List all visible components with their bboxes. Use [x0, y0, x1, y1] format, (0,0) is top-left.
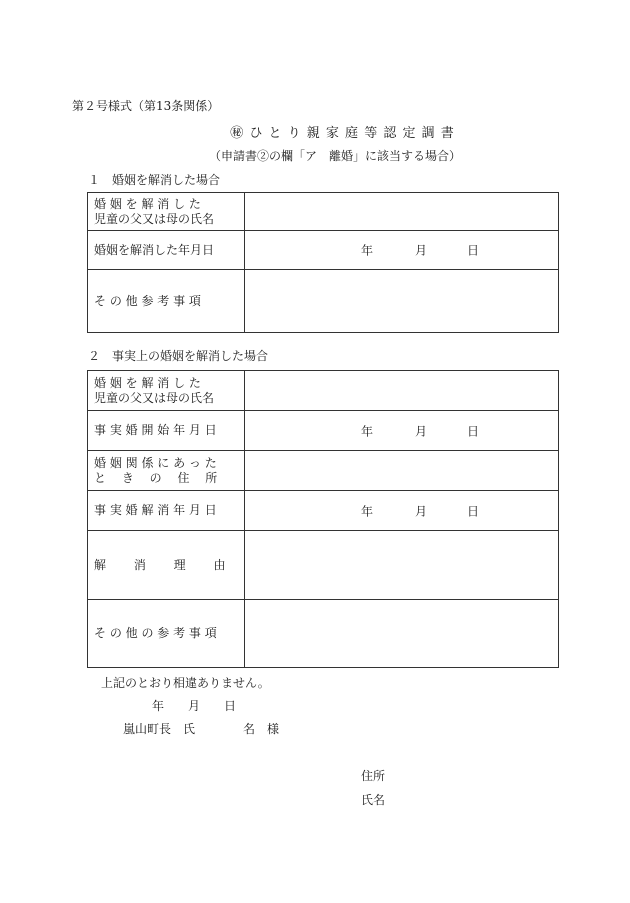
address-label: 住所 — [361, 769, 386, 783]
row-label — [88, 491, 245, 531]
section1-table — [87, 192, 559, 333]
section1-heading: １ 婚姻を解消した場合 — [88, 173, 221, 187]
other-notes-field[interactable] — [245, 270, 559, 333]
year-label: 年 — [361, 243, 374, 258]
parent-name-field[interactable] — [245, 371, 559, 411]
label-text: 婚 姻 を 解 消 し た 児童の父又は母の氏名 — [94, 375, 215, 405]
day-label: 日 — [467, 424, 480, 438]
shared-address-field[interactable] — [245, 451, 559, 491]
table-row — [88, 231, 559, 270]
cohabitation-start-date-field[interactable] — [245, 411, 559, 451]
parent-name-field[interactable] — [245, 193, 559, 231]
dissolution-date-field[interactable] — [245, 231, 559, 270]
section2-heading: ２ 事実上の婚姻を解消した場合 — [88, 349, 269, 363]
table-row — [88, 531, 559, 600]
table-row — [88, 600, 559, 668]
addressee: 嵐山町長 氏 名 様 — [123, 722, 280, 736]
row-label — [88, 193, 245, 231]
row-label — [88, 270, 245, 333]
cohabitation-end-date-field[interactable] — [245, 491, 559, 531]
table-row — [88, 193, 559, 231]
month-label: 月 — [415, 424, 428, 438]
year-label: 年 — [361, 424, 374, 438]
table-row — [88, 411, 559, 451]
table-row — [88, 270, 559, 333]
other-notes-field[interactable] — [245, 600, 559, 668]
document-subtitle: （申請書②の欄「ア 離婚」に該当する場合） — [208, 149, 461, 163]
table-row — [88, 451, 559, 491]
label-text: 婚 姻 を 解 消 し た 児童の父又は母の氏名 — [94, 196, 215, 226]
row-label — [88, 451, 245, 491]
table-row — [88, 491, 559, 531]
form-number: 第２号様式（第13条関係） — [72, 99, 220, 113]
declaration-date: 年 月 日 — [152, 699, 237, 713]
label-text: 事 実 婚 開 始 年 月 日 — [94, 423, 217, 437]
label-text: 婚 姻 関 係 に あ っ た と き の 住 所 — [94, 455, 218, 485]
label-text: そ の 他 参 考 事 項 — [94, 293, 201, 308]
month-label: 月 — [415, 504, 428, 518]
year-label: 年 — [361, 504, 374, 518]
month-label: 月 — [415, 243, 428, 258]
row-label — [88, 411, 245, 451]
section2-table — [87, 370, 559, 668]
label-text: 事 実 婚 解 消 年 月 日 — [94, 503, 217, 517]
name-label: 氏名 — [361, 793, 386, 807]
document-title: ㊙ ひ と り 親 家 庭 等 認 定 調 書 — [230, 126, 455, 141]
day-label: 日 — [467, 243, 480, 258]
row-label — [88, 531, 245, 600]
dissolution-reason-field[interactable] — [245, 531, 559, 600]
label-text: 解 消 理 由 — [94, 557, 226, 572]
declaration-text: 上記のとおり相違ありません。 — [101, 676, 270, 690]
label-text: そ の 他 の 参 考 事 項 — [94, 626, 217, 640]
row-label — [88, 371, 245, 411]
day-label: 日 — [467, 504, 480, 518]
label-text: 婚姻を解消した年月日 — [94, 242, 215, 257]
row-label — [88, 231, 245, 270]
table-row — [88, 371, 559, 411]
row-label — [88, 600, 245, 668]
